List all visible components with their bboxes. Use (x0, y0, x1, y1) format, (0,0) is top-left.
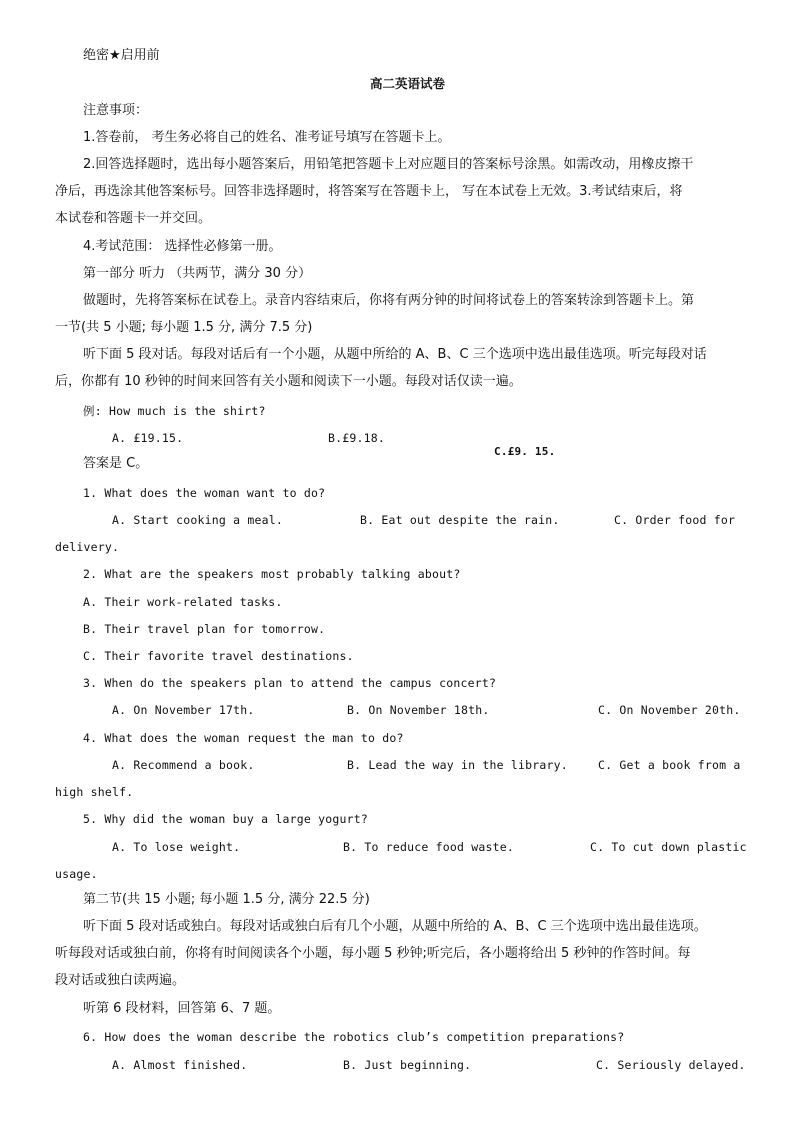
section2-instructions-line-2: 听每段对话或独白前，你将有时间阅读各个小题，每小题 5 秒钟;听完后，各小题将给出 5 秒钟的作答时间。每 (55, 946, 691, 961)
question-1-option-c-continued: delivery. (55, 540, 120, 554)
question-1-option-b: B. Eat out despite the rain. (360, 513, 560, 527)
question-6-option-a: A. Almost finished. (112, 1058, 248, 1072)
notice-item-1: 1.答卷前， 考生务必将自己的姓名、准考证号填写在答题卡上。 (83, 130, 451, 145)
notice-item-2-line-2: 净后，再选涂其他答案标号。回答非选择题时，将答案写在答题卡上， 写在本试卷上无效。3.考试结束后，将 (55, 184, 683, 199)
confidential-mark: 绝密★启用前 (83, 48, 160, 63)
question-4-option-c: C. Get a book from a (598, 758, 741, 772)
notice-item-2-line-3: 本试卷和答题卡一并交回。 (55, 211, 212, 226)
question-2-stem: 2. What are the speakers most probably talking about? (83, 567, 461, 581)
example-option-a: A. £19.15. (112, 431, 184, 445)
part1-heading: 第一部分 听力 （共两节，满分 30 分） (83, 266, 312, 281)
section2-instructions-line-1: 听下面 5 段对话或独白。每段对话或独白后有几个小题，从题中所给的 A、B、C 三个选项中选出最佳选项。 (83, 919, 707, 934)
material-6-label: 听第 6 段材料，回答第 6、7 题。 (83, 1001, 281, 1016)
question-2-option-b: B. Their travel plan for tomorrow. (83, 622, 326, 636)
question-5-stem: 5. Why did the woman buy a large yogurt? (83, 812, 368, 826)
question-6-option-b: B. Just beginning. (343, 1058, 472, 1072)
question-1-option-a: A. Start cooking a meal. (112, 513, 283, 527)
question-3-option-c: C. On November 20th. (598, 703, 741, 717)
notice-item-4: 4.考试范围： 选择性必修第一册。 (83, 239, 282, 254)
question-5-option-b: B. To reduce food waste. (343, 840, 514, 854)
question-3-option-a: A. On November 17th. (112, 703, 255, 717)
question-5-option-a: A. To lose weight. (112, 840, 241, 854)
part1-instructions-line-1: 做题时，先将答案标在试卷上。录音内容结束后，你将有两分钟的时间将试卷上的答案转涂到答题卡上。第 (83, 293, 695, 308)
notice-item-2-line-1: 2.回答选择题时，选出每小题答案后，用铅笔把答题卡上对应题目的答案标号涂黑。如需改动，用橡皮擦干 (83, 157, 694, 172)
example-question: 例: How much is the shirt? (83, 404, 266, 418)
question-2-option-a: A. Their work-related tasks. (83, 595, 283, 609)
question-1-stem: 1. What does the woman want to do? (83, 486, 326, 500)
page-title: 高二英语试卷 (370, 76, 446, 91)
notice-heading: 注意事项： (83, 103, 149, 118)
question-2-option-c: C. Their favorite travel destinations. (83, 649, 354, 663)
example-option-c: C.£9. 15. (494, 445, 556, 458)
question-6-option-c: C. Seriously delayed. (596, 1058, 746, 1072)
question-4-stem: 4. What does the woman request the man to do? (83, 731, 404, 745)
question-4-option-c-continued: high shelf. (55, 785, 134, 799)
question-6-stem: 6. How does the woman describe the robotics club’s competition preparations? (83, 1030, 625, 1044)
example-option-b: B.£9.18. (328, 431, 385, 445)
question-4-option-a: A. Recommend a book. (112, 758, 255, 772)
part1-instructions-line-2: 一节(共 5 小题; 每小题 1.5 分, 满分 7.5 分) (55, 320, 313, 335)
question-3-option-b: B. On November 18th. (347, 703, 490, 717)
example-answer: 答案是 C。 (83, 456, 149, 471)
question-3-stem: 3. When do the speakers plan to attend the campus concert? (83, 676, 497, 690)
section1-instructions-line-2: 后，你都有 10 秒钟的时间来回答有关小题和阅读下一小题。每段对话仅读一遍。 (55, 374, 522, 389)
question-4-option-b: B. Lead the way in the library. (347, 758, 568, 772)
question-5-option-c-continued: usage. (55, 867, 98, 881)
question-1-option-c: C. Order food for (614, 513, 736, 527)
section1-instructions-line-1: 听下面 5 段对话。每段对话后有一个小题，从题中所给的 A、B、C 三个选项中选出最佳选项。听完每段对话 (83, 347, 707, 362)
section2-instructions-line-3: 段对话或独白读两遍。 (55, 973, 186, 988)
question-5-option-c: C. To cut down plastic (590, 840, 747, 854)
section2-heading: 第二节(共 15 小题; 每小题 1.5 分, 满分 22.5 分) (83, 892, 370, 907)
